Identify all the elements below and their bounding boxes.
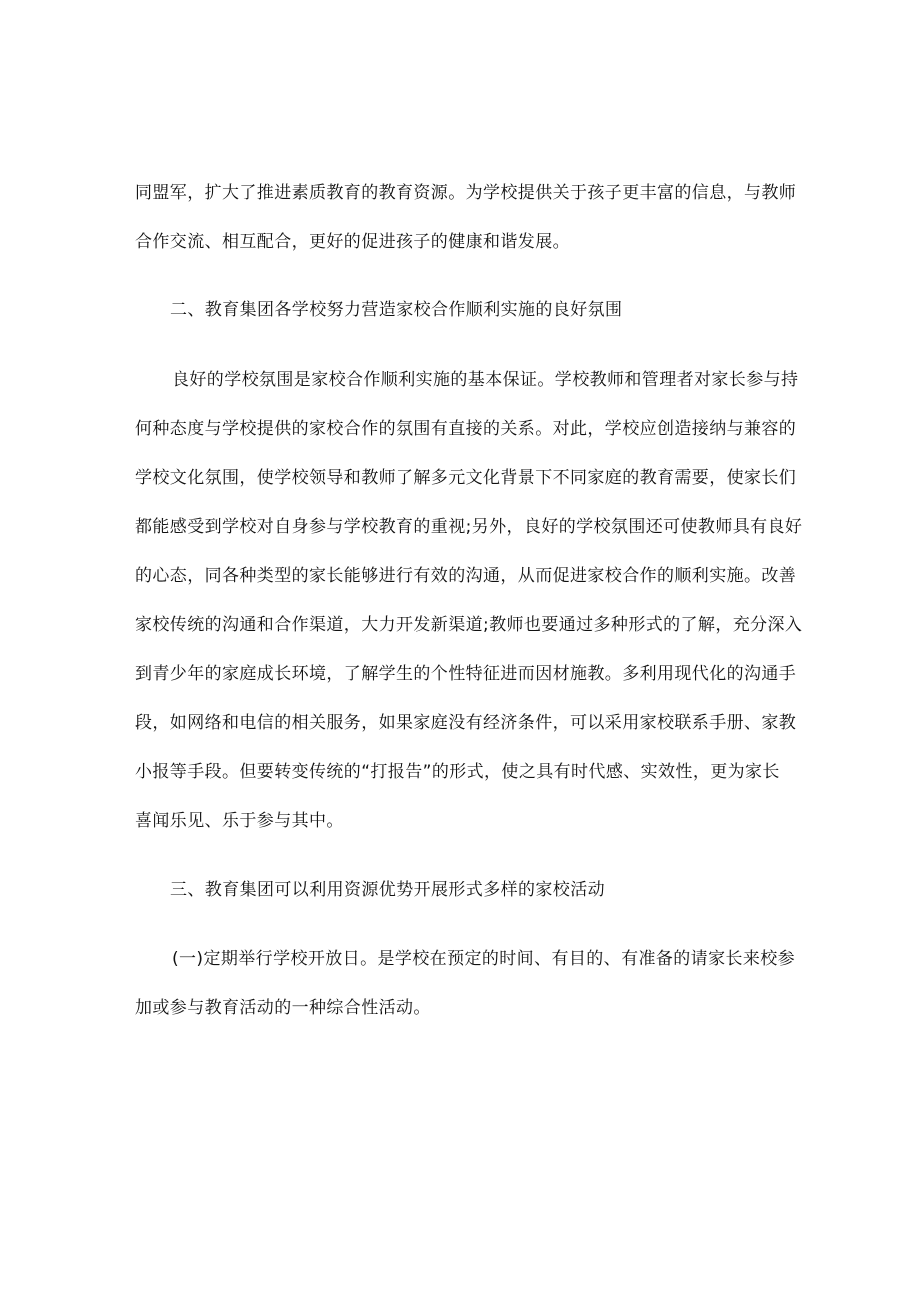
paragraph-2-line-10: 喜闻乐见、乐于参与其中。 xyxy=(135,811,344,831)
paragraph-1-line-2: 合作交流、相互配合，更好的促进孩子的健康和谐发展。 xyxy=(135,232,570,252)
paragraph-3-line-2: 加或参与教育活动的一种综合性活动。 xyxy=(135,998,431,1018)
paragraph-1-line-1: 同盟军，扩大了推进素质教育的教育资源。为学校提供关于孩子更丰富的信息，与教师 xyxy=(135,183,797,203)
paragraph-2-line-8: 段，如网络和电信的相关服务，如果家庭没有经济条件，可以采用家校联系手册、家教 xyxy=(135,713,797,733)
section-heading-3: 三、教育集团可以利用资源优势开展形式多样的家校活动 xyxy=(170,880,605,900)
section-heading-2: 二、教育集团各学校努力营造家校合作顺利实施的良好氛围 xyxy=(170,300,623,320)
paragraph-2-line-3: 学校文化氛围，使学校领导和教师了解多元文化背景下不同家庭的教育需要，使家长们 xyxy=(135,468,797,488)
paragraph-3-line-1: (一)定期举行学校开放日。是学校在预定的时间、有目的、有准备的请家长来校参 xyxy=(172,949,796,969)
paragraph-2-line-4: 都能感受到学校对自身参与学校教育的重视;另外，良好的学校氛围还可使教师具有良好 xyxy=(135,517,803,537)
paragraph-2-line-6: 家校传统的沟通和合作渠道，大力开发新渠道;教师也要通过多种形式的了解，充分深入 xyxy=(135,615,803,635)
paragraph-2-line-7: 到青少年的家庭成长环境，了解学生的个性特征进而因材施教。多利用现代化的沟通手 xyxy=(135,664,797,684)
paragraph-2-line-9: 小报等手段。但要转变传统的“打报告”的形式，使之具有时代感、实效性，更为家长 xyxy=(135,762,780,782)
paragraph-2-line-5: 的心态，同各种类型的家长能够进行有效的沟通，从而促进家校合作的顺利实施。改善 xyxy=(135,566,797,586)
paragraph-2-line-2: 何种态度与学校提供的家校合作的氛围有直接的关系。对此，学校应创造接纳与兼容的 xyxy=(135,419,797,439)
paragraph-2-line-1: 良好的学校氛围是家校合作顺利实施的基本保证。学校教师和管理者对家长参与持 xyxy=(172,370,799,390)
